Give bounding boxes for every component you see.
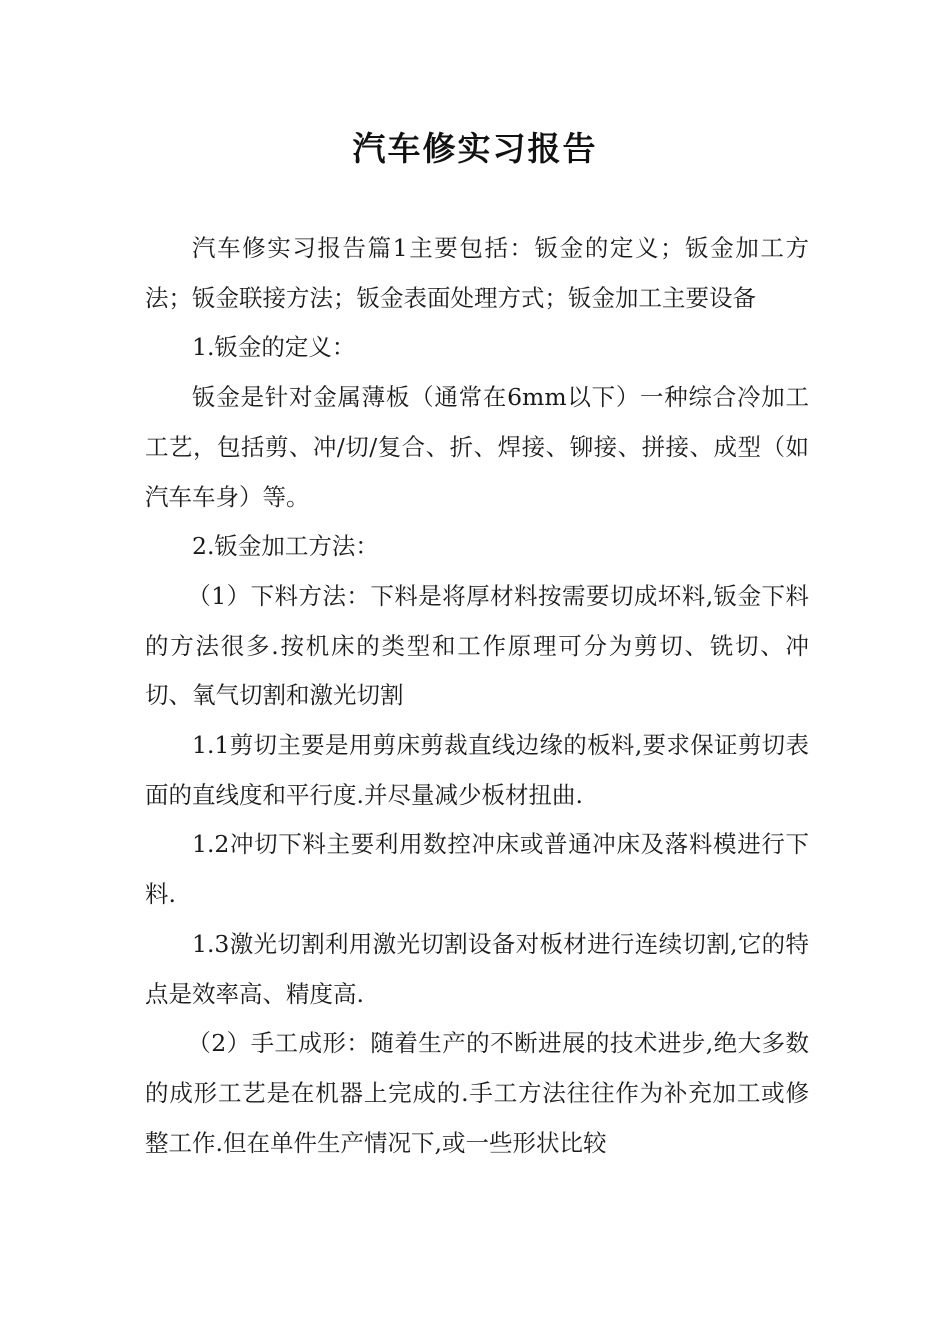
paragraph-manual-forming: （2）手工成形：随着生产的不断进展的技术进步,绝大多数的成形工艺是在机器上完成的.手工方法往往作为补充加工或修整工作.但在单件生产情况下,或一些形状比较 <box>145 1029 809 1157</box>
paragraph-intro: 汽车修实习报告篇1主要包括：钣金的定义；钣金加工方法；钣金联接方法；钣金表面处理方式；钣金加工主要设备 <box>145 234 809 312</box>
paragraph-definition: 钣金是针对金属薄板（通常在6mm以下）一种综合冷加工工艺，包括剪、冲/切/复合、折、焊接、铆接、拼接、成型（如汽车车身）等。 <box>145 383 809 511</box>
paragraph-heading-definition: 1.钣金的定义： <box>192 333 356 362</box>
paragraph-cutting-methods: （1）下料方法：下料是将厚材料按需要切成坏料,钣金下料的方法很多.按机床的类型和工作原理可分为剪切、铣切、冲切、氧气切割和激光切割 <box>145 581 809 710</box>
paragraph-punching: 1.2冲切下料主要利用数控冲床或普通冲床及落料模进行下料. <box>145 830 809 909</box>
document-body <box>145 224 809 1168</box>
document-title: 汽车修实习报告 <box>352 129 598 168</box>
paragraph-shearing: 1.1剪切主要是用剪床剪裁直线边缘的板料,要求保证剪切表面的直线度和平行度.并尽量减少板材扭曲. <box>145 731 809 809</box>
paragraph-laser-cutting: 1.3激光切割利用激光切割设备对板材进行连续切割,它的特点是效率高、精度高. <box>145 929 809 1008</box>
paragraph-heading-methods: 2.钣金加工方法： <box>192 532 379 561</box>
